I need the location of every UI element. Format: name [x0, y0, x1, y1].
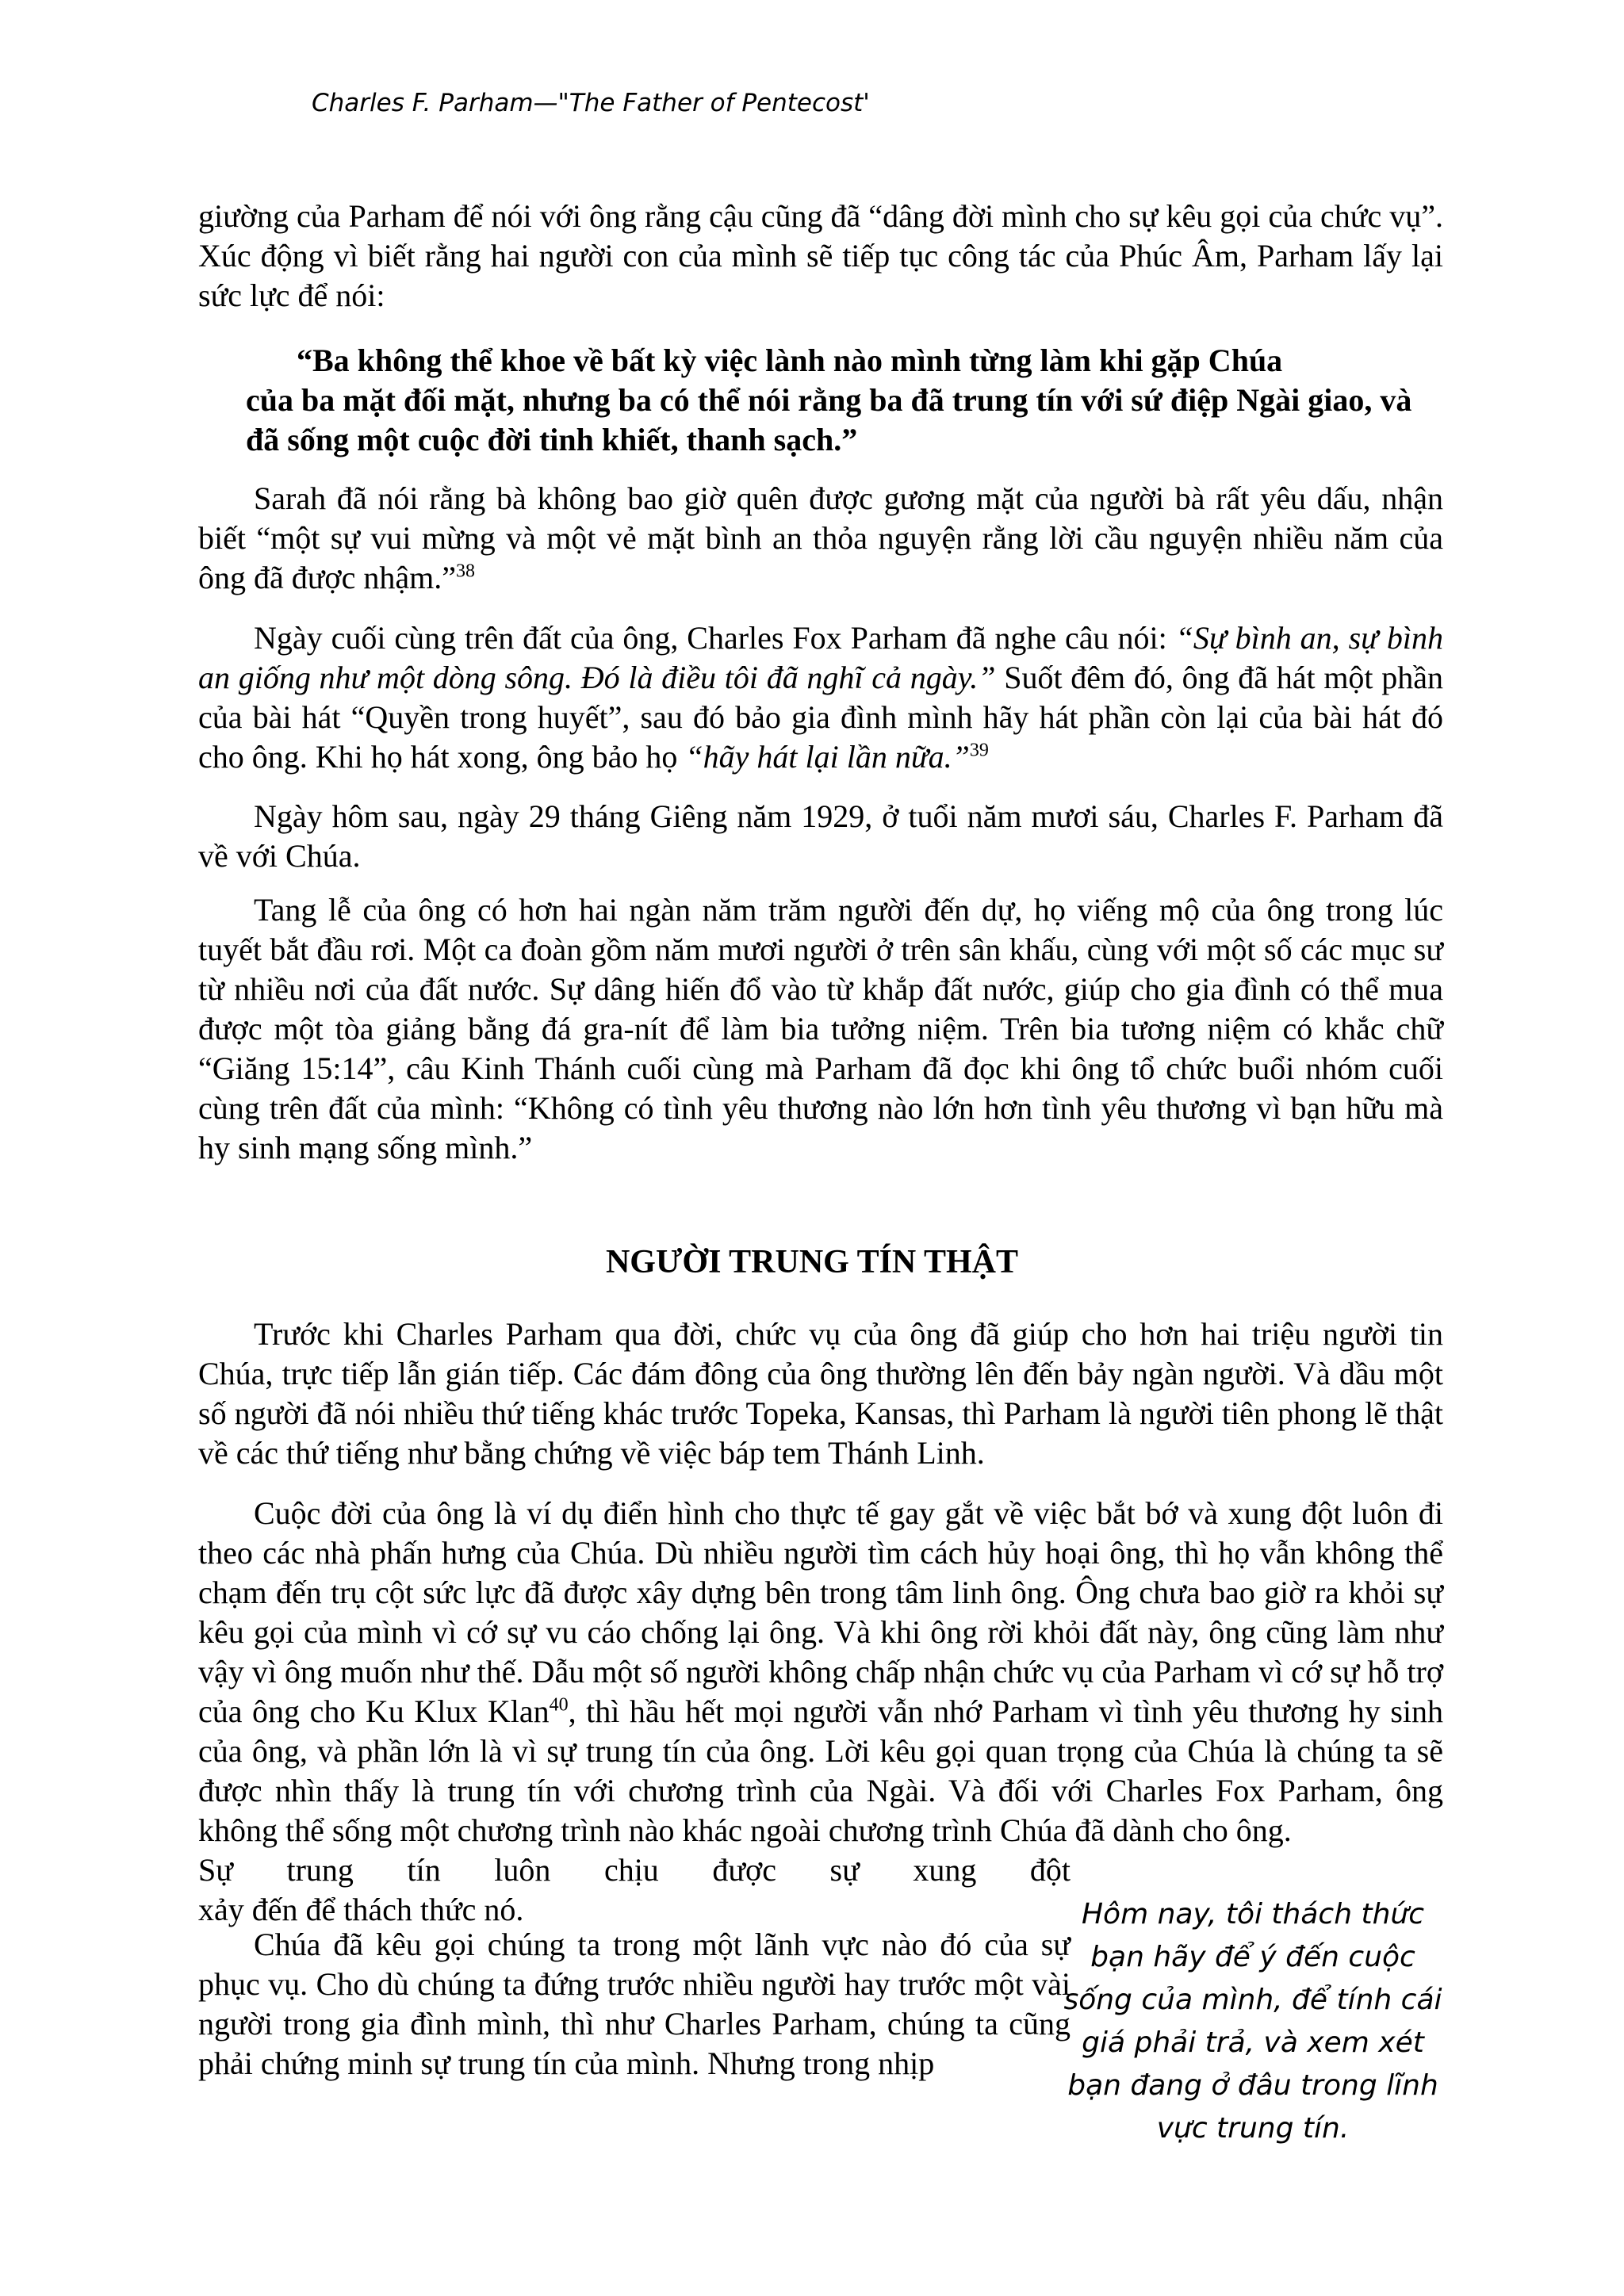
- paragraph-sarah: [198, 479, 1443, 598]
- quote-sing-again: “hãy hát lại lần nữa.”: [685, 739, 970, 775]
- block-quote-line-1: “Ba không thể khoe về bất kỳ việc lành nào mình từng làm khi gặp Chúa: [297, 342, 1283, 378]
- paragraph-last-day-a: Ngày cuối cùng trên đất của ông, Charles Fox Parham đã nghe câu nói:: [254, 620, 1176, 656]
- paragraph-life-tail-1: Sự trung tín luôn chịu được sự xung đột: [198, 1852, 1071, 1888]
- paragraph-life-main: [198, 1494, 1443, 1850]
- footnote-ref-40: 40: [549, 1694, 569, 1716]
- quote-peace-river: “Sự bình an, sự bình an giống như một dòng sông. Đó là điều tôi đã nghĩ cả ngày.”: [198, 620, 1444, 695]
- paragraph-life-tail-2: xảy đến để thách thức nó.: [198, 1892, 524, 1927]
- footnote-ref-39: 39: [969, 740, 989, 761]
- paragraph-calling: Chúa đã kêu gọi chúng ta trong một lãnh vực nào đó của sự phục vụ. Cho dù chúng ta đứng trước nhiều người hay trước một vài người trong gia đình mình, thì như Charles Parham, chúng ta cũng phải chứng minh sự trung tín của mình. Nhưng trong nhịp: [198, 1927, 1071, 2081]
- paragraph-life: [198, 1494, 1443, 1930]
- paragraph-last-day: [198, 618, 1443, 777]
- paragraph-death: Ngày hôm sau, ngày 29 tháng Giêng năm 1929, ở tuổi năm mươi sáu, Charles F. Parham đã về với Chúa.: [198, 798, 1443, 874]
- paragraph-ministry: Trước khi Charles Parham qua đời, chức vụ của ông đã giúp cho hơn hai triệu người tin Chúa, trực tiếp lẫn gián tiếp. Các đám đông của ông thường lên đến bảy ngàn người. Và dầu một số người đã nói nhiều thứ tiếng khác trước Topeka, Kansas, thì Parham là người tiên phong lẽ thật về các thứ tiếng như bằng chứng về việc báp tem Thánh Linh.: [198, 1316, 1443, 1471]
- paragraph-opening: giường của Parham để nói với ông rằng cậu cũng đã “dâng đời mình cho sự kêu gọi của chức vụ”. Xúc động vì biết rằng hai người con của mình sẽ tiếp tục công tác của Phúc Âm, Parham lấy lại sức lực để nói:: [198, 198, 1443, 313]
- paragraph-sarah-text: Sarah đã nói rằng bà không bao giờ quên được gương mặt của người bà rất yêu dấu, nhận biết “một sự vui mừng và một vẻ mặt bình an thỏa nguyện rằng lời cầu nguyện nhiều năm của ông đã được nhậm.”: [198, 480, 1443, 595]
- pull-quote: Hôm nay, tôi thách thức bạn hãy để ý đến cuộc sống của mình, để tính cái giá phải trả, và xem xét bạn đang ở đâu trong lĩnh vực trung tín.: [1063, 1898, 1442, 2145]
- paragraph-funeral: Tang lễ của ông có hơn hai ngàn năm trăm người đến dự, họ viếng mộ của ông trong lúc tuyết bắt đầu rơi. Một ca đoàn gồm năm mươi người ở trên sân khấu, cùng với một số các mục sư từ nhiều nơi của đất nước. Sự dâng hiến đổ vào từ khắp đất nước, giúp cho gia đình có thể mua được một tòa giảng bằng đá gra-nít để làm bia tưởng niệm. Trên bia tương niệm có khắc chữ “Giăng 15:14”, câu Kinh Thánh cuối cùng mà Parham đã đọc khi ông tổ chức buổi nhóm cuối cùng trên đất của mình: “Không có tình yêu thương nào lớn hơn tình yêu thương vì bạn hữu mà hy sinh mạng sống mình.”: [198, 892, 1443, 1165]
- paragraph-life-b: , thì hầu hết mọi người vẫn nhớ Parham vì tình yêu thương hy sinh của ông, và phần lớn là vì sự trung tín của ông. Lời kêu gọi quan trọng của Chúa là chúng ta sẽ được nhìn thấy là trung tín với chương trình của Ngài. Và đối với Charles Fox Parham, ông không thể sống một chương trình nào khác ngoài chương trình Chúa đã dành cho ông.: [198, 1693, 1443, 1848]
- paragraph-life-a: Cuộc đời của ông là ví dụ điển hình cho thực tế gay gắt về việc bắt bớ và xung đột luôn đi theo các nhà phấn hưng của Chúa. Dù nhiều người tìm cách hủy hoại ông, thì họ vẫn không thể chạm đến trụ cột sức lực đã được xây dựng bên trong tâm linh ông. Ông chưa bao giờ ra khỏi sự kêu gọi của mình vì cớ sự vu cáo chống lại ông. Và khi ông rời khỏi đất này, ông cũng làm như vậy vì ông muốn như thế. Dẫu một số người không chấp nhận chức vụ của Parham vì cớ sự hỗ trợ của ông cho Ku Klux Klan: [198, 1495, 1443, 1729]
- footnote-ref-38: 38: [455, 561, 475, 582]
- block-quote: [246, 341, 1443, 460]
- paragraph-last-day-c: Suốt đêm đó, ông đã hát một phần của bài hát “Quyền trong huyết”, sau đó bảo gia đình mình hãy hát phần còn lại của bài hát đó cho ông. Khi họ hát xong, ông bảo họ: [198, 660, 1444, 775]
- running-head: Charles F. Parham—"The Father of Pentecost': [312, 89, 870, 117]
- block-quote-rest: của ba mặt đối mặt, nhưng ba có thể nói rằng ba đã trung tín với sứ điệp Ngài giao, và đã sống một cuộc đời tinh khiết, thanh sạch.”: [246, 382, 1412, 457]
- section-heading: NGƯỜI TRUNG TÍN THẬT: [605, 1244, 1019, 1280]
